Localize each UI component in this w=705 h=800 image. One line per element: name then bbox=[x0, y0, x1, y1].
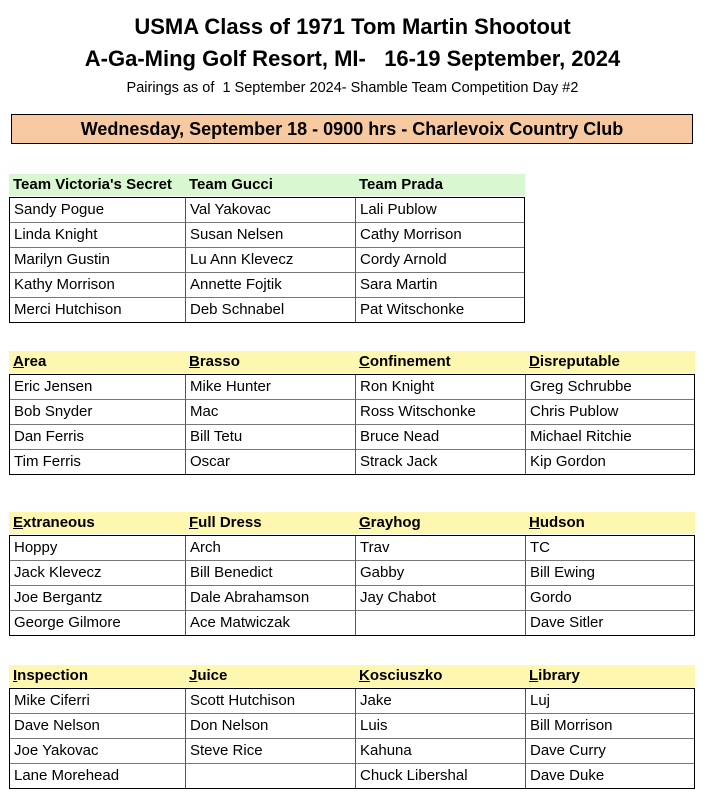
player-cell: Gordo bbox=[526, 586, 694, 611]
player-cell: Annette Fojtik bbox=[186, 273, 356, 298]
player-cell: Cathy Morrison bbox=[356, 223, 524, 248]
pairings-table bbox=[9, 535, 695, 636]
player-cell: TC bbox=[526, 536, 694, 561]
player-cell: Dave Sitler bbox=[530, 614, 604, 631]
player-cell: Tim Ferris bbox=[10, 450, 186, 474]
player-cell: Kahuna bbox=[356, 739, 526, 764]
team-name: Area bbox=[13, 353, 47, 370]
player-cell: Pat Witschonke bbox=[360, 301, 465, 318]
player-cell: Dave Curry bbox=[526, 739, 694, 764]
player-cell: Dale Abrahamson bbox=[186, 586, 356, 611]
team-name: Team Prada bbox=[359, 176, 443, 193]
player-cell: Luj bbox=[526, 689, 694, 714]
player-cell: Jay Chabot bbox=[356, 586, 526, 611]
player-cell: Dave Duke bbox=[530, 767, 605, 784]
player-cell: Bruce Nead bbox=[356, 425, 526, 450]
team-name: Extraneous bbox=[13, 514, 95, 531]
player-cell: Chris Publow bbox=[526, 400, 694, 425]
event-location-dates: A-Ga-Ming Golf Resort, MI- 16-19 September, 2024 bbox=[84, 46, 621, 71]
player-cell: Deb Schnabel bbox=[186, 298, 356, 322]
player-cell: Lali Publow bbox=[356, 198, 524, 223]
team-header-row bbox=[9, 512, 695, 534]
team-name: Confinement bbox=[359, 353, 451, 370]
player-cell: Mac bbox=[186, 400, 356, 425]
player-cell: Bill Tetu bbox=[186, 425, 356, 450]
player-cell: Bob Snyder bbox=[10, 400, 186, 425]
team-header-row bbox=[9, 665, 695, 687]
player-cell: Val Yakovac bbox=[186, 198, 356, 223]
player-cell: Dan Ferris bbox=[10, 425, 186, 450]
player-cell: George Gilmore bbox=[10, 611, 186, 635]
player-cell: Ace Matwiczak bbox=[186, 611, 356, 635]
team-name: Team Victoria's Secret bbox=[13, 176, 172, 193]
team-name: Hudson bbox=[529, 514, 585, 531]
player-cell: Jake bbox=[356, 689, 526, 714]
player-cell: Kip Gordon bbox=[530, 453, 606, 470]
player-cell: Eric Jensen bbox=[10, 375, 186, 400]
player-cell: Hoppy bbox=[10, 536, 186, 561]
team-name: Inspection bbox=[13, 667, 89, 684]
player-cell bbox=[186, 764, 356, 788]
page-title: USMA Class of 1971 Tom Martin Shootout bbox=[134, 14, 571, 39]
player-cell: Merci Hutchison bbox=[10, 298, 186, 322]
team-name: Disreputable bbox=[529, 353, 620, 370]
player-cell: Chuck Libershal bbox=[356, 764, 526, 788]
player-cell: Arch bbox=[186, 536, 356, 561]
day-banner: Wednesday, September 18 - 0900 hrs - Charlevoix Country Club bbox=[11, 114, 693, 144]
player-cell: Gabby bbox=[356, 561, 526, 586]
team-name: Kosciuszko bbox=[359, 667, 443, 684]
player-cell: Marilyn Gustin bbox=[10, 248, 186, 273]
pairings-subtitle: Pairings as of 1 September 2024- Shamble Team Competition Day #2 bbox=[126, 80, 579, 96]
pairings-table bbox=[9, 197, 525, 323]
player-cell: Trav bbox=[356, 536, 526, 561]
player-cell: Steve Rice bbox=[186, 739, 356, 764]
player-cell: Mike Ciferri bbox=[10, 689, 186, 714]
player-cell: Dave Nelson bbox=[10, 714, 186, 739]
team-name: Grayhog bbox=[359, 514, 421, 531]
team-name: Team Gucci bbox=[189, 176, 273, 193]
player-cell: Joe Bergantz bbox=[10, 586, 186, 611]
player-cell: Joe Yakovac bbox=[10, 739, 186, 764]
team-header-row bbox=[9, 174, 525, 196]
player-cell: Bill Morrison bbox=[526, 714, 694, 739]
player-cell: Lu Ann Klevecz bbox=[186, 248, 356, 273]
player-cell: Linda Knight bbox=[10, 223, 186, 248]
team-name: Juice bbox=[189, 667, 228, 684]
pairings-table bbox=[9, 688, 695, 789]
player-cell: Scott Hutchison bbox=[186, 689, 356, 714]
team-name: Library bbox=[529, 667, 580, 684]
player-cell: Ross Witschonke bbox=[356, 400, 526, 425]
player-cell: Ron Knight bbox=[356, 375, 526, 400]
player-cell: Luis bbox=[356, 714, 526, 739]
player-cell: Mike Hunter bbox=[186, 375, 356, 400]
player-cell: Bill Benedict bbox=[186, 561, 356, 586]
team-name: Brasso bbox=[189, 353, 240, 370]
player-cell: Susan Nelsen bbox=[186, 223, 356, 248]
team-header-row bbox=[9, 351, 695, 373]
player-cell: Don Nelson bbox=[186, 714, 356, 739]
player-cell: Michael Ritchie bbox=[526, 425, 694, 450]
player-cell: Cordy Arnold bbox=[356, 248, 524, 273]
team-name: Full Dress bbox=[189, 514, 262, 531]
player-cell: Jack Klevecz bbox=[10, 561, 186, 586]
player-cell: Sandy Pogue bbox=[10, 198, 186, 223]
player-cell: Bill Ewing bbox=[526, 561, 694, 586]
player-cell: Strack Jack bbox=[356, 450, 526, 474]
pairings-table bbox=[9, 374, 695, 475]
player-cell: Greg Schrubbe bbox=[526, 375, 694, 400]
player-cell: Kathy Morrison bbox=[10, 273, 186, 298]
player-cell: Oscar bbox=[186, 450, 356, 474]
player-cell: Sara Martin bbox=[356, 273, 524, 298]
player-cell bbox=[356, 611, 526, 635]
player-cell: Lane Morehead bbox=[10, 764, 186, 788]
